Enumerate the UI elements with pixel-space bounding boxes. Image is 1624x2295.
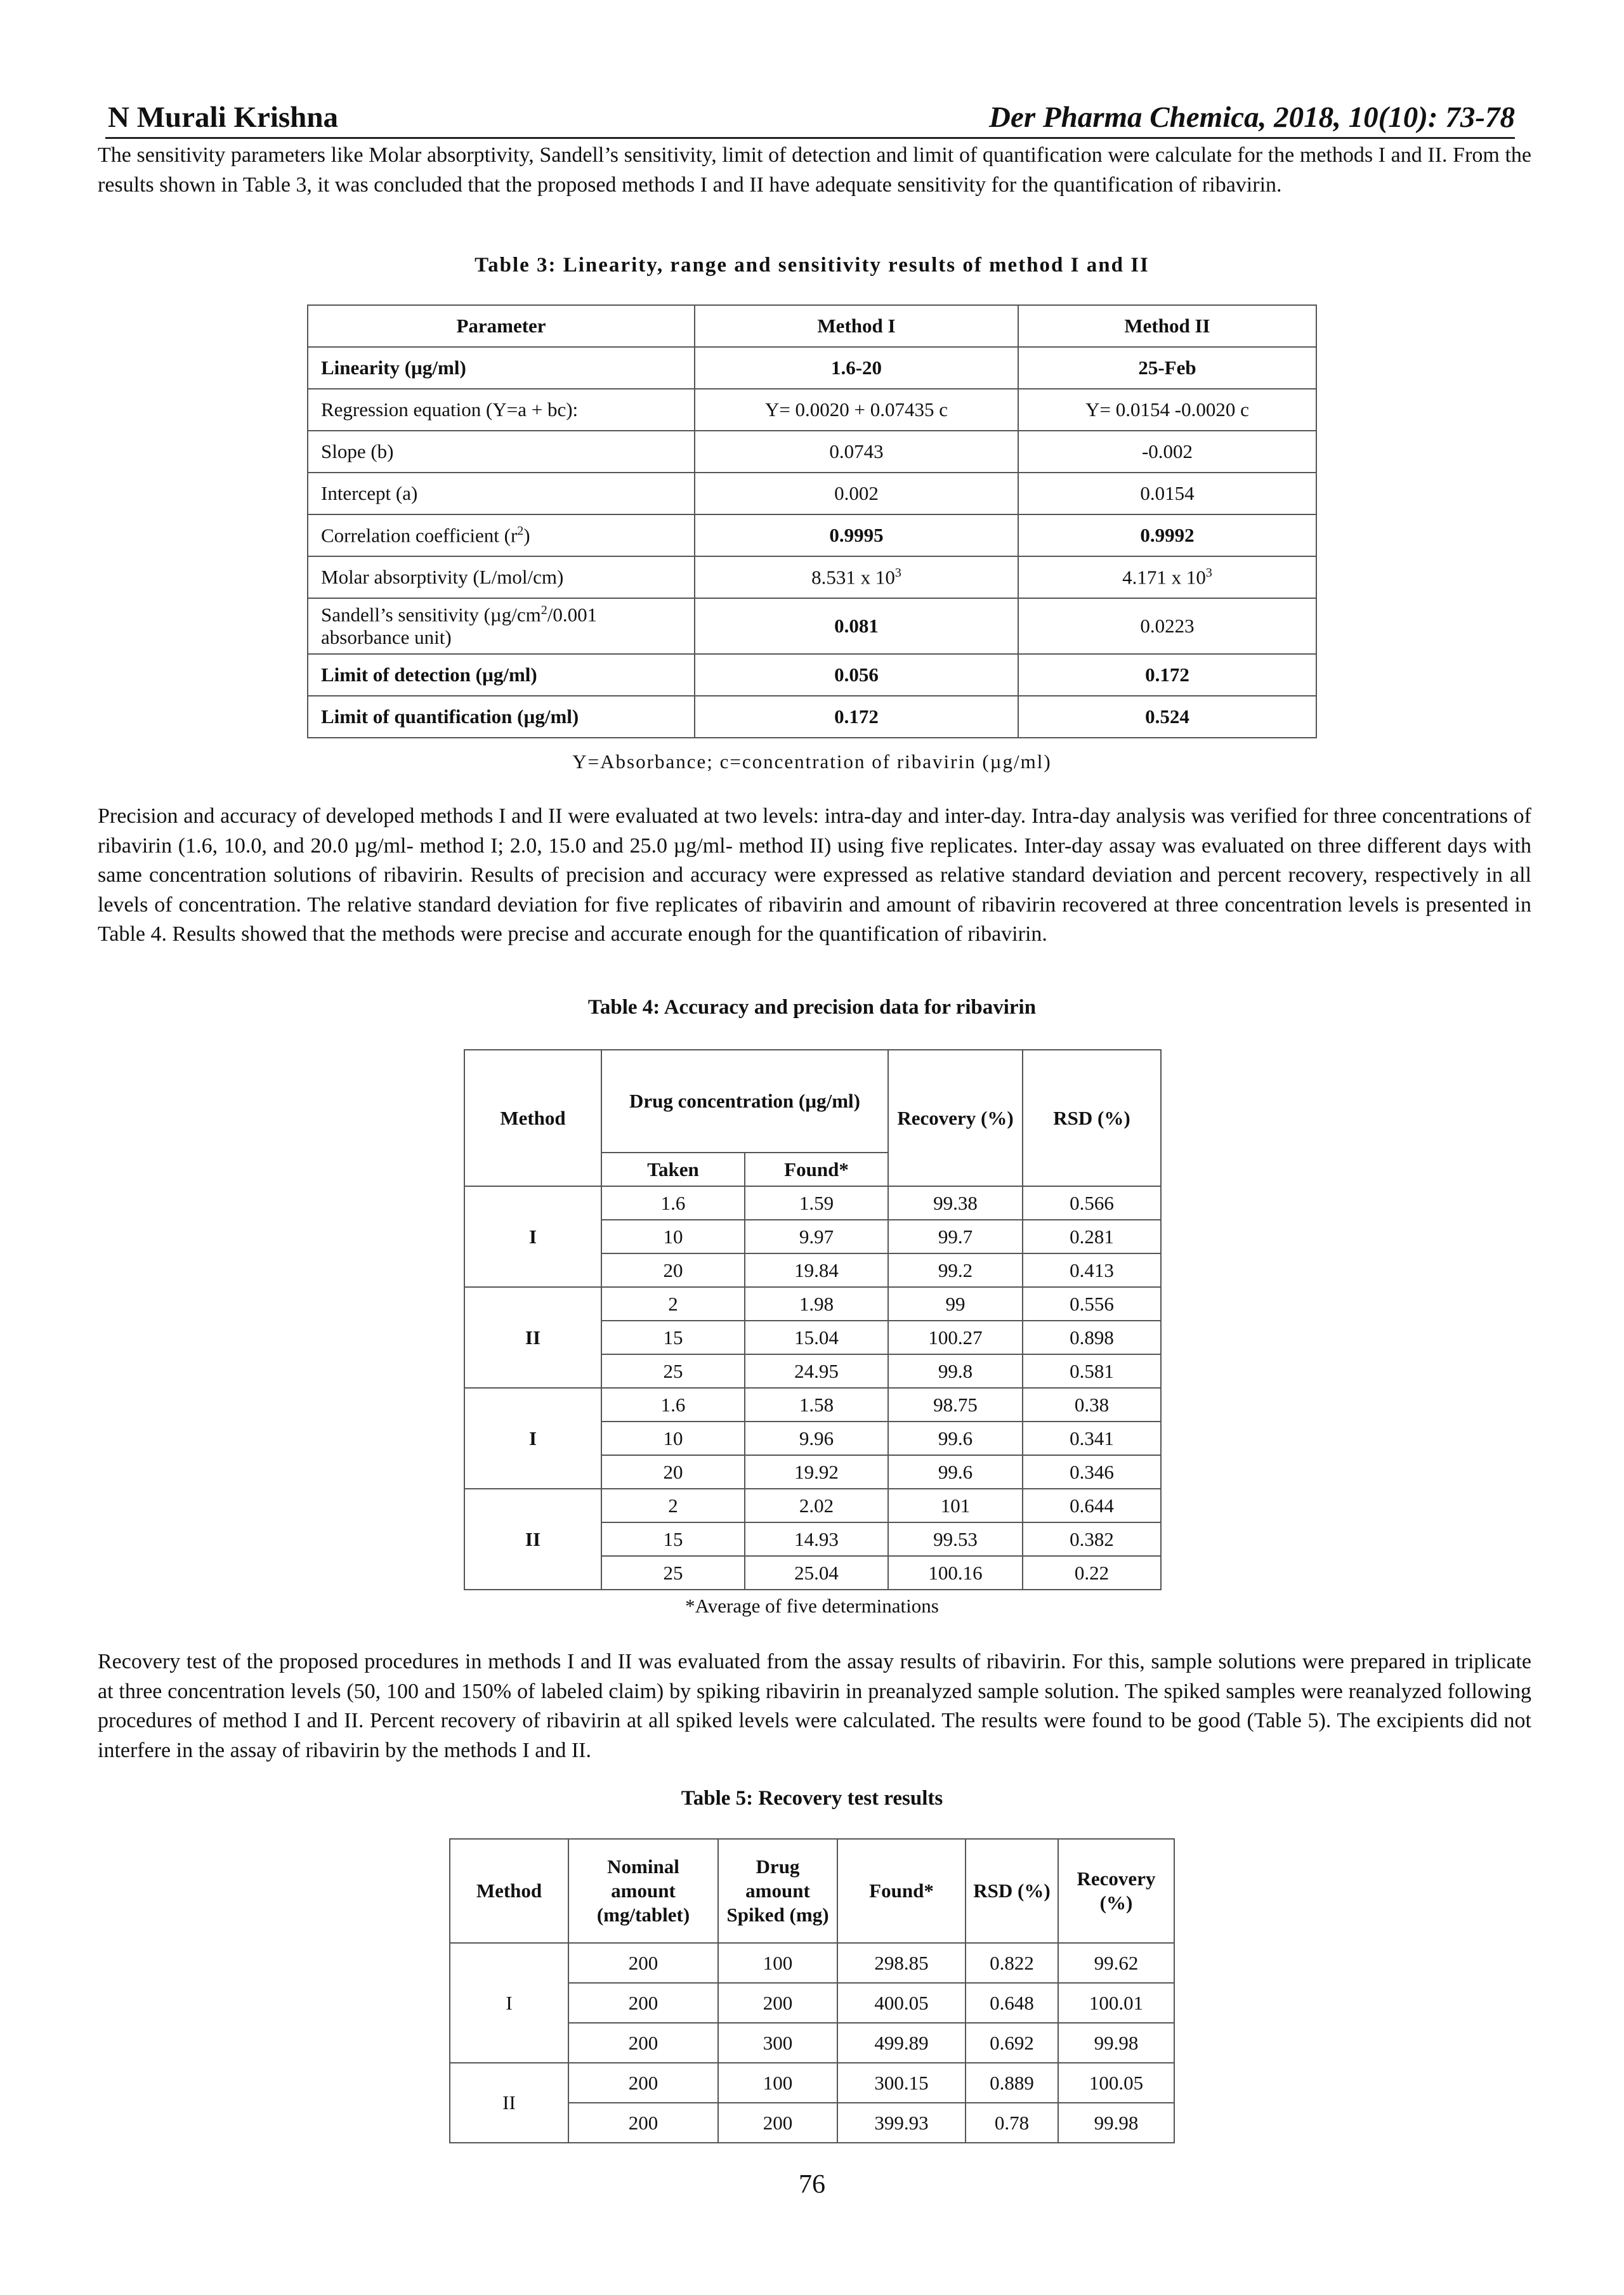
table4-value-cell-text: 20 [663, 1460, 683, 1483]
table5-value-cell [837, 2103, 966, 2143]
table4-value-cell-text: 15 [663, 1527, 683, 1550]
table4-value-cell [888, 1321, 1023, 1354]
table3-header-row [308, 305, 1316, 347]
table4-value-cell [888, 1489, 1023, 1522]
table3-method1-cell-text: Y= 0.0020 + 0.07435 c [764, 398, 948, 421]
table4-value-cell [601, 1287, 745, 1321]
table4-value-cell [745, 1321, 888, 1354]
page-number: 76 [799, 2170, 825, 2199]
table5-header-cell-text: Recovery (%) [1077, 1867, 1156, 1914]
table5-value-cell-text: 200 [628, 1991, 658, 2014]
table3-body [308, 305, 1316, 738]
table4-value-cell-text: 14.93 [794, 1527, 839, 1550]
table4-value-cell [1023, 1287, 1161, 1321]
table3-method2-cell [1018, 431, 1316, 473]
table4-row [464, 1489, 1161, 1522]
table4-value-cell-text: 25.04 [794, 1561, 839, 1584]
table4-value-cell [745, 1422, 888, 1455]
table3-method1-cell-text: 1.6-20 [830, 356, 882, 379]
table5-value-cell [568, 1983, 718, 2023]
table3-method2-cell [1018, 598, 1316, 654]
table4-found-header-text: Found* [784, 1158, 849, 1180]
table3-caption: Table 3: Linearity, range and sensitivity results of method I and II [475, 254, 1149, 277]
page-header [105, 95, 1515, 139]
table5-value-cell-text: 100 [763, 2071, 793, 2094]
table4-value-cell [601, 1556, 745, 1590]
table4-value-cell-text: 0.898 [1070, 1326, 1114, 1349]
table5-value-cell [718, 1983, 837, 2023]
table4-value-cell-text: 0.341 [1070, 1427, 1114, 1449]
table4-taken-header [601, 1153, 745, 1186]
table3-method1-cell-text: 0.002 [834, 482, 879, 504]
table4-value-cell-text: 20 [663, 1259, 683, 1281]
table5-value-cell-text: 300.15 [874, 2071, 929, 2094]
table4-value-cell [1023, 1186, 1161, 1220]
table3-footnote: Y=Absorbance; c=concentration of ribavirin (µg/ml) [572, 750, 1052, 773]
table5-value-cell [1058, 1943, 1174, 1983]
table3-method1-cell-text: 0.9995 [829, 524, 884, 546]
table4-value-cell [601, 1489, 745, 1522]
table4-value-cell-text: 99.6 [938, 1427, 973, 1449]
table3-method1-cell [695, 473, 1018, 514]
table5-value-cell-text: 100.05 [1089, 2071, 1144, 2094]
table4-value-cell [888, 1354, 1023, 1388]
table3-method2-cell-text: 0.0154 [1140, 482, 1195, 504]
table3-parameter-cell [308, 347, 695, 389]
table4-drug-concentration-header [601, 1050, 888, 1153]
table3-method1-cell-text: 0.081 [834, 615, 879, 637]
table5-caption: Table 5: Recovery test results [681, 1787, 943, 1810]
table3-row [308, 514, 1316, 556]
table4-value-cell [745, 1220, 888, 1253]
table3-method2-cell-text: 0.9992 [1140, 524, 1195, 546]
table3-header-cell-text: Method II [1124, 315, 1210, 337]
table4-method-cell-text: II [525, 1527, 541, 1550]
table3-method1-superscript: 3 [894, 565, 901, 580]
table3-parameter-cell [308, 654, 695, 696]
table3-parameter-suffix: ) [523, 524, 530, 547]
table3-row [308, 598, 1316, 654]
table5-header-cell [1058, 1839, 1174, 1943]
table5-row [450, 1943, 1174, 1983]
header-author: N Murali Krishna [108, 101, 338, 134]
table4-value-cell-text: 0.22 [1074, 1561, 1110, 1584]
table3-method1-cell [695, 556, 1018, 598]
table5-value-cell-text: 100 [763, 1951, 793, 1974]
table3-row [308, 431, 1316, 473]
table5-value-cell [966, 2063, 1058, 2103]
table5-method-cell [450, 1943, 568, 2063]
table4-method-header [464, 1050, 601, 1186]
table3-row [308, 696, 1316, 738]
table5-method-cell-text: I [506, 1991, 513, 2014]
table5-header-cell-text: Method [476, 1880, 542, 1902]
table4-value-cell-text: 1.6 [660, 1393, 686, 1416]
table4-value-cell [1023, 1556, 1161, 1590]
table5-value-cell-text: 0.692 [990, 2031, 1034, 2054]
table5-value-cell-text: 200 [763, 2111, 793, 2134]
table4-value-cell-text: 99.8 [938, 1359, 973, 1382]
table4-value-cell-text: 0.346 [1070, 1460, 1114, 1483]
table3-method1-cell [695, 514, 1018, 556]
table4-value-cell [601, 1522, 745, 1556]
table3-method2-cell-text: 25-Feb [1138, 356, 1196, 379]
table4-row [464, 1186, 1161, 1220]
table5-value-cell [568, 2103, 718, 2143]
table4-value-cell [601, 1422, 745, 1455]
table5-value-cell [837, 1943, 966, 1983]
table3-parameter-suffix: /0.001 absorbance unit) [321, 603, 598, 649]
table3-header-cell [1018, 305, 1316, 347]
table3-method2-cell [1018, 473, 1316, 514]
table3-method2-cell [1018, 389, 1316, 431]
table4-value-cell [745, 1287, 888, 1321]
table3-method1-cell-text: 0.172 [834, 705, 879, 728]
table4-value-cell-text: 100.16 [928, 1561, 983, 1584]
table3-method2-cell [1018, 696, 1316, 738]
table4-value-cell [1023, 1253, 1161, 1287]
table5-header-cell [837, 1839, 966, 1943]
table5-value-cell [718, 2103, 837, 2143]
table3-parameter-text: Correlation coefficient (r [321, 524, 518, 547]
table3-method1-cell [695, 598, 1018, 654]
table5-value-cell [568, 2023, 718, 2063]
table3-parameter-cell [308, 556, 695, 598]
table4-value-cell-text: 9.96 [799, 1427, 834, 1449]
table4-method-cell [464, 1388, 601, 1489]
table4-value-cell-text: 15.04 [794, 1326, 839, 1349]
table4-value-cell-text: 99 [945, 1292, 966, 1315]
table3-method1-cell [695, 431, 1018, 473]
table4-value-cell-text: 0.581 [1070, 1359, 1114, 1382]
table3-parameter-superscript: 2 [517, 523, 524, 538]
table4-value-cell [1023, 1455, 1161, 1489]
table4-value-cell-text: 19.84 [794, 1259, 839, 1281]
table3-parameter-text: Slope (b) [321, 440, 394, 462]
table4-value-cell [1023, 1354, 1161, 1388]
table3-parameter-cell [308, 514, 695, 556]
table5-header-row [450, 1839, 1174, 1943]
table4-value-cell-text: 0.644 [1070, 1494, 1114, 1517]
table5-header-cell [568, 1839, 718, 1943]
table4-value-cell [601, 1388, 745, 1422]
table4-value-cell [888, 1455, 1023, 1489]
table4-found-header [745, 1153, 888, 1186]
table3-row [308, 654, 1316, 696]
table4-value-cell [601, 1220, 745, 1253]
table5-value-cell-text: 100.01 [1089, 1991, 1144, 2014]
table5-value-cell-text: 300 [763, 2031, 793, 2054]
table3-method1-cell [695, 696, 1018, 738]
table4-method-cell-text: I [528, 1225, 537, 1248]
table4-value-cell-text: 1.98 [799, 1292, 834, 1315]
table3-linearity [307, 304, 1317, 738]
table4-rsd-header-text: RSD (%) [1053, 1106, 1130, 1129]
table3-header-cell [308, 305, 695, 347]
table5-value-cell [966, 2023, 1058, 2063]
table3-parameter-text: Regression equation (Y=a + bc): [321, 398, 579, 421]
table4-method-cell-text: I [528, 1427, 537, 1449]
table4-value-cell-text: 25 [663, 1561, 683, 1584]
table5-value-cell [966, 2103, 1058, 2143]
table4-value-cell [745, 1253, 888, 1287]
table4-row [464, 1388, 1161, 1422]
table4-value-cell-text: 9.97 [799, 1225, 834, 1248]
table3-parameter-text: Linearity (µg/ml) [321, 356, 466, 379]
table4-method-header-text: Method [500, 1106, 566, 1129]
table4-value-cell-text: 1.6 [660, 1191, 686, 1214]
table4-value-cell-text: 1.59 [799, 1191, 834, 1214]
table5-value-cell-text: 0.78 [994, 2111, 1030, 2134]
table4-accuracy [464, 1049, 1162, 1590]
table4-recovery-header [888, 1050, 1023, 1186]
table4-value-cell-text: 0.281 [1070, 1225, 1114, 1248]
table4-method-cell [464, 1186, 601, 1287]
table4-method-cell-text: II [525, 1326, 541, 1349]
table5-method-cell [450, 2063, 568, 2143]
table4-value-cell [888, 1556, 1023, 1590]
table4-value-cell [745, 1186, 888, 1220]
table4-value-cell-text: 25 [663, 1359, 683, 1382]
table5-value-cell-text: 298.85 [874, 1951, 929, 1974]
table4-value-cell [888, 1186, 1023, 1220]
table4-value-cell-text: 0.38 [1074, 1393, 1110, 1416]
table5-value-cell-text: 200 [763, 1991, 793, 2014]
table4-value-cell [888, 1422, 1023, 1455]
table3-header-cell-text: Method I [817, 315, 896, 337]
table5-header-cell [450, 1839, 568, 1943]
table4-value-cell [601, 1354, 745, 1388]
table5-value-cell-text: 99.62 [1094, 1951, 1139, 1974]
table3-method1-cell [695, 389, 1018, 431]
table5-value-cell-text: 400.05 [874, 1991, 929, 2014]
table5-value-cell-text: 499.89 [874, 2031, 929, 2054]
table5-value-cell-text: 200 [628, 2071, 658, 2094]
table4-value-cell-text: 24.95 [794, 1359, 839, 1382]
table3-method1-cell [695, 654, 1018, 696]
table3-method2-cell-text: 0.0223 [1140, 615, 1195, 637]
table3-row [308, 389, 1316, 431]
table4-value-cell-text: 0.556 [1070, 1292, 1114, 1315]
table4-value-cell-text: 2 [668, 1292, 678, 1315]
table4-value-cell [601, 1186, 745, 1220]
paragraph-recovery: Recovery test of the proposed procedures in methods I and II was evaluated from the assay results of ribavirin. For this, sample solutions were prepared in triplicate at three concentration levels (50, 100 and 150% of labeled claim) by spiking ribavirin in preanalyzed sample solution. The spiked samples were reanalyzed following procedures of method I and II. Percent recovery of ribavirin at all spiked levels were calculated. The results were found to be good (Table 5). The excipients did not interfere in the assay of ribavirin by the methods I and II. [98, 1650, 1531, 1762]
table4-value-cell [1023, 1388, 1161, 1422]
table3-method2-superscript: 3 [1205, 565, 1212, 580]
table3-method2-cell [1018, 347, 1316, 389]
table4-value-cell [888, 1220, 1023, 1253]
table4-value-cell-text: 10 [663, 1225, 683, 1248]
table4-value-cell [745, 1455, 888, 1489]
table4-value-cell-text: 99.53 [933, 1527, 978, 1550]
table4-recovery-header-text: Recovery (%) [897, 1106, 1014, 1129]
table5-value-cell [837, 2023, 966, 2063]
table4-value-cell [745, 1522, 888, 1556]
table5-value-cell [837, 1983, 966, 2023]
paragraph-sensitivity: The sensitivity parameters like Molar absorptivity, Sandell’s sensitivity, limit of detection and limit of quantification were calculate for the methods I and II. From the results shown in Table 3, it was concluded that the proposed methods I and II have adequate sensitivity for the quantification of ribavirin. [98, 143, 1531, 197]
table3-method1-cell-text: 8.531 x 10 [811, 566, 895, 589]
table3-parameter-text: Sandell’s sensitivity (µg/cm [321, 603, 541, 626]
table4-row [464, 1287, 1161, 1321]
table4-value-cell [745, 1388, 888, 1422]
table3-method1-cell [695, 347, 1018, 389]
table5-value-cell-text: 99.98 [1094, 2111, 1139, 2134]
table3-parameter-superscript: 2 [540, 603, 547, 617]
table4-method-cell [464, 1287, 601, 1388]
table5-method-cell-text: II [502, 2091, 516, 2114]
table4-taken-header-text: Taken [647, 1158, 699, 1180]
table3-row [308, 347, 1316, 389]
table4-header-row [464, 1050, 1161, 1153]
table5-value-cell [718, 1943, 837, 1983]
table5-value-cell-text: 200 [628, 2031, 658, 2054]
table4-value-cell [745, 1489, 888, 1522]
table4-value-cell [888, 1522, 1023, 1556]
table3-method2-cell-text: 0.172 [1145, 664, 1189, 686]
table5-value-cell [1058, 1983, 1174, 2023]
table3-row [308, 556, 1316, 598]
table4-body [464, 1050, 1161, 1590]
table5-value-cell [718, 2063, 837, 2103]
table4-value-cell [745, 1354, 888, 1388]
table4-value-cell [888, 1388, 1023, 1422]
header-journal: Der Pharma Chemica, 2018, 10(10): 73-78 [989, 101, 1515, 134]
table4-value-cell [745, 1556, 888, 1590]
table4-value-cell-text: 0.382 [1070, 1527, 1114, 1550]
table5-value-cell [837, 2063, 966, 2103]
table4-value-cell [601, 1321, 745, 1354]
paragraph-precision: Precision and accuracy of developed methods I and II were evaluated at two levels: intra-day and inter-day. Intra-day analysis was verified for three concentrations of ribavirin (1.6, 10.0, and 20.0 µg/ml- method I; 2.0, 15.0 and 25.0 µg/ml- method II) using five replicates. Inter-day assay was evaluated on three different days with same concentration solutions of ribavirin. Results of precision and accuracy were expressed as relative standard deviation and percent recovery, respectively in all levels of concentration. The relative standard deviation for five replicates of ribavirin and amount of ribavirin recovered at three concentration levels is presented in Table 4. Results showed that the methods were precise and accurate enough for the quantification of ribavirin. [98, 804, 1531, 946]
table4-value-cell-text: 15 [663, 1326, 683, 1349]
table5-value-cell [966, 1943, 1058, 1983]
table5-value-cell-text: 200 [628, 2111, 658, 2134]
table5-value-cell-text: 399.93 [874, 2111, 929, 2134]
table4-value-cell [888, 1287, 1023, 1321]
table5-header-cell-text: Drug amount Spiked (mg) [726, 1855, 829, 1926]
table3-row [308, 473, 1316, 514]
table4-value-cell-text: 99.6 [938, 1460, 973, 1483]
table3-parameter-cell [308, 598, 695, 654]
table5-value-cell [966, 1983, 1058, 2023]
table4-value-cell-text: 100.27 [928, 1326, 983, 1349]
table4-value-cell-text: 99.2 [938, 1259, 973, 1281]
table3-parameter-cell [308, 431, 695, 473]
table5-value-cell-text: 0.648 [990, 1991, 1034, 2014]
table4-value-cell-text: 10 [663, 1427, 683, 1449]
table4-value-cell [888, 1253, 1023, 1287]
table4-value-cell-text: 0.566 [1070, 1191, 1114, 1214]
table4-method-cell [464, 1489, 601, 1590]
table4-footnote: *Average of five determinations [685, 1595, 939, 1617]
table3-parameter-text: Limit of detection (µg/ml) [321, 664, 537, 686]
table4-caption: Table 4: Accuracy and precision data for ribavirin [587, 996, 1037, 1019]
table3-method2-cell-text: Y= 0.0154 -0.0020 c [1085, 398, 1249, 421]
table4-drug-concentration-header-text: Drug concentration (µg/ml) [629, 1090, 860, 1112]
table5-value-cell [568, 1943, 718, 1983]
table4-value-cell-text: 2.02 [799, 1494, 834, 1517]
table3-header-cell [695, 305, 1018, 347]
table5-header-cell-text: Nominal amount (mg/tablet) [596, 1855, 690, 1926]
table5-value-cell [1058, 2063, 1174, 2103]
table5-body [450, 1839, 1174, 2143]
table5-header-cell-text: Found* [869, 1880, 934, 1902]
table3-parameter-cell [308, 389, 695, 431]
table5-recovery [449, 1838, 1175, 2143]
table3-method2-cell [1018, 556, 1316, 598]
table3-parameter-text: Molar absorptivity (L/mol/cm) [321, 566, 564, 588]
table3-method2-cell-text: -0.002 [1141, 440, 1193, 462]
table4-value-cell-text: 99.38 [933, 1191, 978, 1214]
table4-value-cell-text: 19.92 [794, 1460, 839, 1483]
table5-value-cell [1058, 2023, 1174, 2063]
table5-value-cell [1058, 2103, 1174, 2143]
table4-value-cell-text: 101 [940, 1494, 971, 1517]
table3-method2-cell-text: 4.171 x 10 [1122, 566, 1206, 589]
table5-value-cell [718, 2023, 837, 2063]
table3-parameter-text: Limit of quantification (µg/ml) [321, 705, 579, 728]
table4-value-cell [1023, 1522, 1161, 1556]
table4-value-cell [1023, 1489, 1161, 1522]
table5-header-cell [718, 1839, 837, 1943]
table5-header-cell-text: RSD (%) [973, 1880, 1051, 1902]
table4-rsd-header [1023, 1050, 1161, 1186]
table4-value-cell-text: 0.413 [1070, 1259, 1114, 1281]
table3-method2-cell [1018, 514, 1316, 556]
table3-parameter-cell [308, 473, 695, 514]
table4-value-cell [601, 1253, 745, 1287]
table4-value-cell [601, 1455, 745, 1489]
table4-value-cell-text: 2 [668, 1494, 678, 1517]
table5-value-cell-text: 200 [628, 1951, 658, 1974]
table4-value-cell [1023, 1422, 1161, 1455]
table4-value-cell-text: 1.58 [799, 1393, 834, 1416]
table5-value-cell-text: 0.822 [990, 1951, 1034, 1974]
table5-header-cell [966, 1839, 1058, 1943]
table3-method2-cell-text: 0.524 [1145, 705, 1189, 728]
table3-parameter-cell [308, 696, 695, 738]
table4-value-cell [1023, 1321, 1161, 1354]
table4-value-cell-text: 98.75 [933, 1393, 978, 1416]
table3-method1-cell-text: 0.0743 [829, 440, 884, 462]
table3-header-cell-text: Parameter [456, 315, 546, 337]
table5-value-cell-text: 99.98 [1094, 2031, 1139, 2054]
table3-parameter-text: Intercept (a) [321, 482, 418, 504]
table5-row [450, 2063, 1174, 2103]
table3-method1-cell-text: 0.056 [834, 664, 879, 686]
table3-method2-cell [1018, 654, 1316, 696]
table5-value-cell [568, 2063, 718, 2103]
table5-value-cell-text: 0.889 [990, 2071, 1034, 2094]
table4-value-cell-text: 99.7 [938, 1225, 973, 1248]
table4-value-cell [1023, 1220, 1161, 1253]
